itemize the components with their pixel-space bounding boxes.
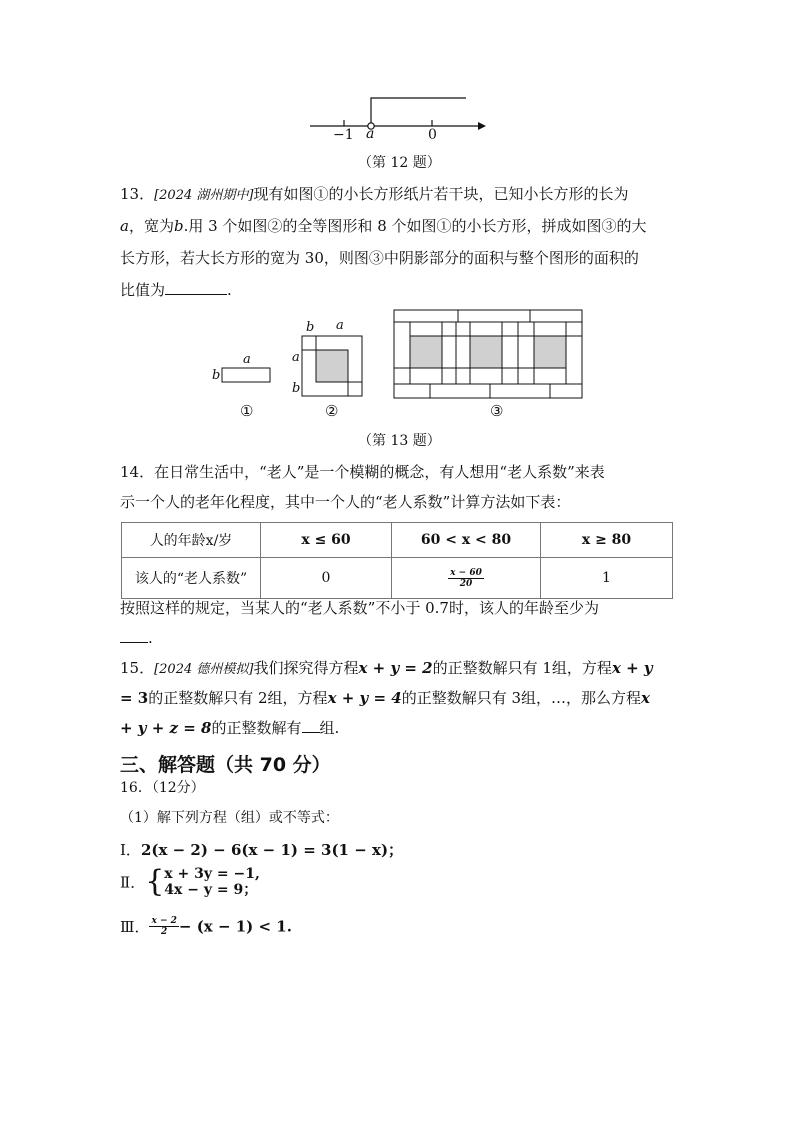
q13-text-2a: ，宽为 [128, 217, 174, 235]
fig3-big-rectangle [394, 310, 582, 398]
fig2-label-a-left: a [292, 350, 300, 365]
q13-line2 [120, 216, 647, 236]
tick-label-a: a [366, 126, 375, 142]
q14-line1: 14．在日常生活中，“老人”是一个模糊的概念，有人想用“老人系数”来表 [120, 463, 605, 481]
fraction-numerator: x − 60 [450, 567, 482, 578]
equation: = 3 [120, 689, 149, 707]
inequality: − (x − 1) < 1. [178, 917, 292, 936]
q13-number: 13． [120, 185, 155, 203]
answer-blank-14[interactable] [120, 628, 148, 643]
q15-line2 [120, 688, 650, 708]
solution-ray [371, 98, 466, 123]
tick-label-0: 0 [428, 127, 437, 143]
equation: + y + z = 8 [120, 719, 212, 737]
q15-text: 的正整数解只有 3组，…，那么方程 [401, 689, 642, 707]
fig1-rect [222, 368, 270, 382]
fig2-label-b-left: b [292, 381, 301, 396]
table-header-cell: x ≤ 60 [261, 523, 392, 558]
equation: 2(x − 2) − 6(x − 1) = 3(1 − x)； [140, 841, 404, 859]
q15-text: 组. [319, 719, 340, 737]
q13-text-4: 比值为 [120, 281, 166, 299]
q16-number: 16．（12分） [120, 780, 205, 796]
table-header-cell: 60 < x < 80 [392, 523, 541, 558]
fig12-caption: （第 12 题） [358, 155, 441, 171]
q14-line4 [120, 628, 153, 648]
system-brace: { [145, 864, 165, 899]
q16-eq-ii [120, 866, 260, 898]
equation: 4x − y = 9； [164, 882, 258, 898]
var-a: a [120, 217, 129, 235]
q14-line2: 示一个人的老年化程度，其中一个人的“老人系数”计算方法如下表： [120, 493, 571, 511]
answer-blank-15[interactable] [302, 718, 320, 733]
q15-line3 [120, 718, 339, 738]
fig13-caption: （第 13 题） [358, 433, 441, 449]
number-line-arrow [478, 122, 486, 130]
old-age-coefficient-table [121, 522, 673, 599]
q13-text-1: 现有如图①的小长方形纸片若干块，已知小长方形的长为 [253, 185, 629, 203]
item-label: Ⅱ． [120, 873, 146, 892]
q13-line3: 长方形，若大长方形的宽为 30，则图③中阴影部分的面积与整个图形的面积的 [120, 249, 639, 267]
table-row [122, 523, 673, 558]
fraction-numerator: x − 2 [151, 916, 177, 926]
q16-eq-i [120, 840, 403, 860]
table-cell: 该人的“老人系数” [122, 558, 261, 599]
fig1-label-a: a [243, 352, 251, 367]
fig2-label-b-top: b [306, 320, 315, 335]
coefficient-fraction [448, 568, 484, 589]
fig2-number: ② [325, 402, 339, 420]
item-label: Ⅰ． [120, 841, 141, 859]
q15-number: 15． [120, 659, 155, 677]
q13-source: [2024 湖州期中] [154, 188, 254, 203]
q15-source: [2024 德州模拟] [154, 662, 254, 677]
q15-text: 的正整数解有 [211, 719, 302, 737]
fig3-number: ③ [490, 402, 504, 420]
equation: x + y = 2 [358, 659, 433, 677]
q15-text: 的正整数解只有 1组，方程 [432, 659, 612, 677]
fig2-label-a-top: a [336, 318, 344, 333]
fig2-frame [302, 336, 362, 396]
q13-text-2b: .用 3 个如图②的全等图形和 8 个如图①的小长方形，拼成如图③的大 [183, 217, 647, 235]
item-label: Ⅲ． [120, 918, 150, 936]
answer-blank-13[interactable] [165, 280, 227, 295]
fig1-number: ① [240, 402, 254, 420]
q15-line1 [120, 658, 653, 680]
q16-part1: （1）解下列方程（组）或不等式： [120, 810, 339, 826]
equation: x + y = 4 [327, 689, 402, 707]
equation: x + y [611, 659, 653, 677]
inequality-fraction [149, 916, 178, 937]
tick-label-neg1: −1 [333, 127, 354, 143]
q13-line1 [120, 184, 628, 206]
equation: x [641, 689, 650, 707]
fig1-label-b: b [212, 368, 221, 383]
table-header-cell: x ≥ 80 [541, 523, 673, 558]
q15-text: 的正整数解只有 2组，方程 [148, 689, 328, 707]
var-b: b [173, 217, 184, 235]
rectangle-figures [200, 305, 590, 400]
table-cell: 0 [261, 558, 392, 599]
q14-line3: 按照这样的规定，当某人的“老人系数”不小于 0.7时，该人的年龄至少为 [120, 599, 599, 617]
q13-line4 [120, 280, 232, 300]
fraction-denominator: 20 [459, 578, 473, 589]
equation: x + 3y = −1, [164, 866, 260, 882]
table-cell: 1 [541, 558, 673, 599]
table-row [122, 558, 673, 599]
section-title: 三、解答题（共 70 分） [120, 754, 331, 776]
table-cell [392, 558, 541, 599]
table-header-cell: 人的年龄x/岁 [122, 523, 261, 558]
fraction-denominator: 2 [161, 927, 168, 937]
q14-period: . [148, 629, 153, 647]
q16-eq-iii [120, 916, 292, 937]
q15-text: 我们探究得方程 [253, 659, 359, 677]
q13-period: . [227, 281, 232, 299]
number-line-figure [300, 88, 500, 148]
equation-system [164, 866, 260, 898]
